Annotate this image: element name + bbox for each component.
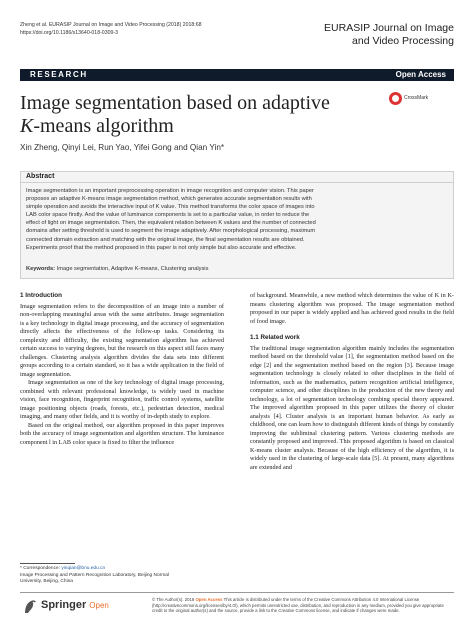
abstract-line: Image segmentation is an important preprocessing operation in image recognition and computer vision. This paper xyxy=(26,188,314,194)
title-line1: Image segmentation based on adaptive xyxy=(20,92,330,114)
title-line2-rest: -means algorithm xyxy=(33,115,174,137)
paper-title xyxy=(20,92,380,138)
abstract-line: connected domain extraction and matching with the original image, the final segmentation results are obtained. xyxy=(26,236,305,243)
abstract-line: LAB color space firstly. And the value of luminance components is set to a particular value, in order to reduce the xyxy=(26,212,310,219)
title-line2 xyxy=(20,115,380,138)
open-access-label: Open Access xyxy=(395,70,446,79)
abstract-text xyxy=(26,187,448,252)
affiliation-line: Image Processing and Pattern Recognition Laboratory, Beijing Normal xyxy=(20,572,169,578)
body-paragraph: of background. Meanwhile, a new method which determines the value of K in K-means clustering algorithm was proposed. The image segmentation method proposed in our paper is widely applied and has achieved good results in the field of food image. xyxy=(250,292,454,325)
article-type-label: RESEARCH xyxy=(30,70,88,79)
footnote-divider xyxy=(20,563,75,564)
license-open-access: Open Access xyxy=(195,597,223,602)
keywords-label: Keywords: xyxy=(26,266,56,272)
section-heading-related-work: 1.1 Related work xyxy=(250,334,300,341)
title-italic-k: K xyxy=(20,115,34,137)
license-body: This article is distributed under the terms of the Creative Commons Attribution 4.0 International License (http://creativecommons.org/licenses/by/4.0/), which permits unrestricted use, distribution, and reproduction in any medium, provided you give appropriate credit to the original author(s) and the source, provide a link to the Creative Commons license, and indicate if changes were made. xyxy=(152,597,444,614)
keywords-list: Image segmentation, Adaptive K-means, Clustering analysis xyxy=(56,266,209,272)
body-paragraph: Image segmentation as one of the key technology of digital image processing, combined with relevant professional knowledge, is widely used in machine vision, face recognition, fingerprint recognition, traffic control systems, satellite image positioning objects (roads, forests, etc.), pedestrian detection, medical imaging, and many other fields, and it is worthy of in-depth study to explore. xyxy=(20,379,224,420)
journal-name-line1: EURASIP Journal on Image xyxy=(324,22,454,34)
article-type-bar xyxy=(20,69,454,81)
footer-divider xyxy=(20,592,454,593)
journal-name xyxy=(284,22,454,48)
right-column xyxy=(250,292,454,472)
springer-open: Open xyxy=(89,601,109,610)
abstract-line: simple operation and avoids the interactive input of K value. This method transforms the color space of images into xyxy=(26,204,315,211)
abstract-line: domains after setting threshold is used to segment the image adaptively. After morphological processing, maximum xyxy=(26,228,316,235)
left-column xyxy=(20,292,224,447)
springer-open-logo xyxy=(22,597,162,619)
abstract-line: Experiments proof that the method proposed in this paper is not only simple but also accurate and effective. xyxy=(26,244,297,251)
author-list: Xin Zheng, Qinyi Lei, Run Yao, Yifei Gong and Qian Yin* xyxy=(20,143,225,152)
section-heading-introduction: 1 Introduction xyxy=(20,292,62,299)
doi-link[interactable]: https://doi.org/10.1186/s13640-018-0309-3 xyxy=(20,29,118,36)
keywords xyxy=(26,266,448,272)
springer-horse-icon xyxy=(22,597,38,615)
abstract-heading: Abstract xyxy=(20,171,454,183)
body-paragraph: The traditional image segmentation algorithm mainly includes the segmentation method based on the threshold value [1], the segmentation method based on the edge [2] and the segmentation method based on the region [3]. Because image segmentation technology is closely related to other disciplines in the field of information, such as the mathematics, pattern recognition artificial intelligence, computer science, and other disciplines in the production of the new theory and technology, a lot of segmentation technology combing special theory appeared. The improved algorithm proposed in this paper utilizes the theory of cluster analysis [4]. Cluster analysis is an important human behavior. As early as childhood, one can learn how to distinguish different kinds of things by constantly improving the subliminal clustering pattern. Various clustering methods are constantly proposed and improved. This proposed algorithm is based on classical K-means cluster analysis. Because of the high efficiency of the algorithm, it is widely used in the clustering of large-scale data [5]. At present, many algorithms are extended and xyxy=(250,344,454,471)
citation-header xyxy=(20,22,202,37)
affiliation-line: University, Beijing, China xyxy=(20,579,73,584)
body-paragraph: Based on the original method, our algorithm proposed in this paper improves both the accuracy of image segmentation and algorithm structure. The luminance component l in LAB color space is fixed to filter the influence xyxy=(20,421,224,446)
crossmark-badge[interactable] xyxy=(389,92,459,106)
email-link[interactable]: yinqian@bnu.edu.cn xyxy=(61,566,106,571)
abstract-line: proposes an adaptive K-means image segmentation method, which generates accurate segmentation results with xyxy=(26,196,312,203)
journal-name-line2: and Video Processing xyxy=(352,35,454,47)
correspondence-footnote xyxy=(20,566,224,586)
crossmark-label: CrossMark xyxy=(404,95,429,101)
citation-line: Zheng et al. EURASIP Journal on Image and Video Processing (2018) 2018:68 xyxy=(20,22,202,28)
copyright: © The Author(s). 2018 xyxy=(152,597,196,602)
body-paragraph: Image segmentation refers to the decomposition of an image into a number of non-overlapping meaningful areas with the same attributes. Image segmentation is a key technology in digital image processing, and the accuracy of segmentation directly affects the effectiveness of the follow-up tasks. Considering its complexity and difficulty, the existing segmentation algorithm has achieved certain success to varying degrees, but the research on this aspect still faces many challenges. Clustering analysis algorithm divides the data sets into different groups according to a certain standard, so it has a wide application in the field of image segmentation. xyxy=(20,302,224,378)
springer-name: Springer xyxy=(41,599,87,611)
crossmark-icon xyxy=(389,92,402,105)
correspondence-label: * Correspondence: xyxy=(20,566,62,571)
springer-wordmark xyxy=(41,599,109,611)
abstract-line: effect of light on image segmentation. Then, the equivalent relation between K values and the number of connected xyxy=(26,220,316,227)
license-statement xyxy=(152,597,454,614)
